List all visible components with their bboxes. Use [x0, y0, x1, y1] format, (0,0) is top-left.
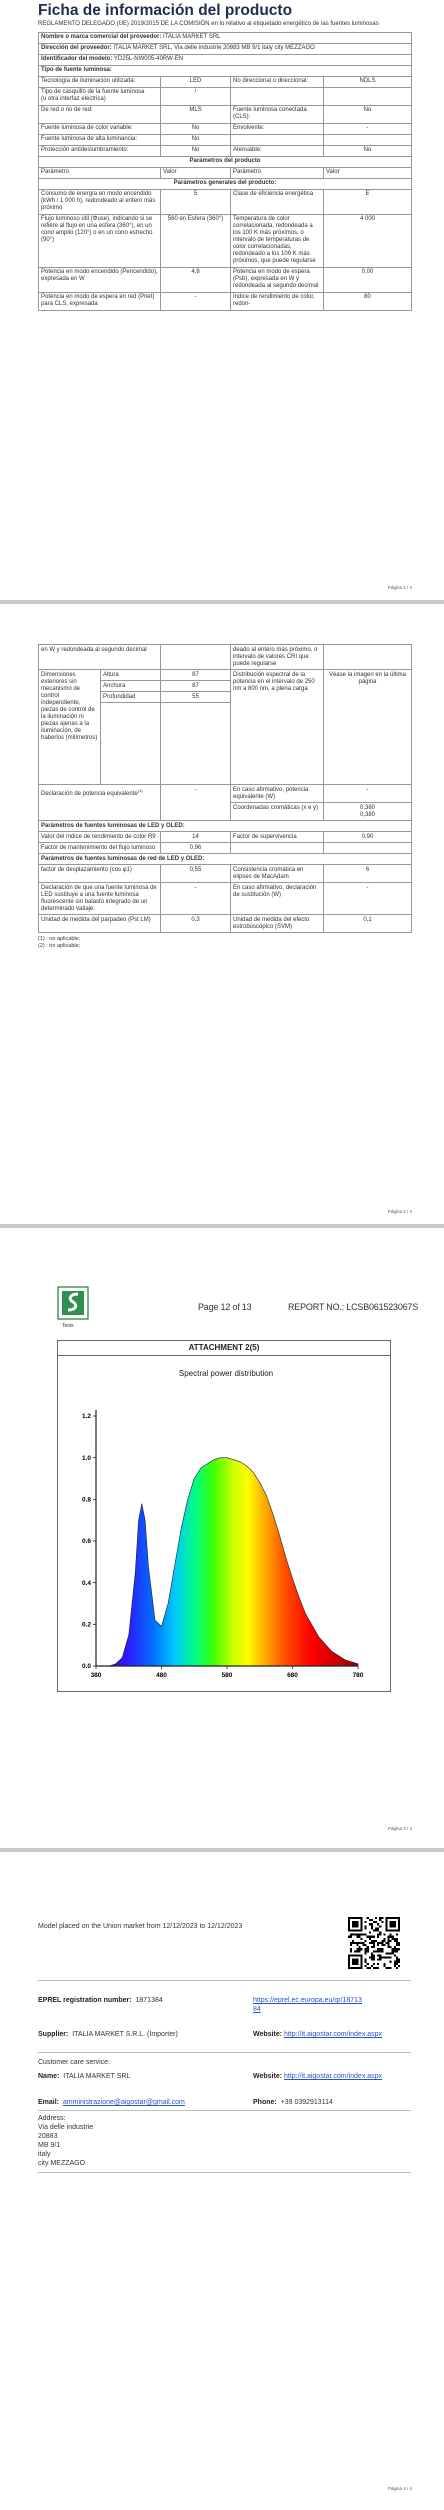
type-value: / [161, 87, 231, 105]
col-value-1: Valor [161, 167, 231, 178]
care-website-row: Website: http://it.aigostar.com/index.aspx [253, 2073, 383, 2080]
general-value-2: E [324, 189, 412, 214]
mains-param-2: Consistencia cromática en elipses de MacAdam [231, 865, 324, 883]
general-value: - [161, 292, 231, 310]
general-param-2: Temperatura de color correlacionada, redondeada a los 100 K más próximos, o intervalo de temperaturas de color correlacionadas, redondeado a los 100 K más próximos, que puede regularse [231, 214, 324, 267]
chroma-value: 0,380 0,380 [324, 803, 412, 821]
type-value-2: No [324, 105, 412, 123]
spd-value: Véase la imagen en la última página [324, 670, 412, 785]
footnotes [38, 936, 411, 950]
general-param: Flujo luminoso útil (Φuse), indicando si se refiere al flujo en una esfera (360°), en un cono amplio (120°) o en un cono estrecho (90°) [39, 214, 161, 267]
general-param: Potencia en modo encendido (Pencendido), expresada en W [39, 267, 161, 292]
mains-param-2: Unidad de medida del efecto estroboscópico (SVM) [231, 915, 324, 933]
mains-param: Unidad de medida del parpadeo (Pst LM) [39, 915, 161, 933]
x-tick-label: 480 [156, 1672, 167, 1679]
spectrum-chart-box [57, 1356, 391, 1692]
care-address-label: Address: [38, 2115, 66, 2122]
type-value: No [161, 123, 231, 134]
care-email-row: Email: amministrazione@aigostar@gmail.com [38, 2099, 185, 2106]
equiv-power-label: Declaración de potencia equivalente$^{(1)}$ [39, 785, 161, 821]
supplier-website-row: Website: http://it.aigostar.com/index.aspx [253, 2031, 383, 2038]
general-param-2: Potencia en modo de espera (Psb), expresada en W y redondeada al segundo decimal [231, 267, 324, 292]
x-tick-label: 680 [287, 1672, 298, 1679]
general-row [39, 292, 412, 310]
mains-value: 0,3 [161, 915, 231, 933]
supplier-row: Supplier: ITALIA MARKET S.R.L. (Importer) [38, 2031, 178, 2038]
svg-text:Tests: Tests [62, 1323, 74, 1329]
eprel-row: EPREL registration number: 1871384 [38, 1997, 163, 2004]
led-row [39, 843, 412, 854]
general-param-2: Índice de rendimiento de color, redon- [231, 292, 324, 310]
led-header: Parámetros de fuentes luminosas de LED y OLED: [39, 821, 412, 832]
spectrum-chart [58, 1356, 390, 1692]
params-header: Parámetros del producto [39, 156, 412, 167]
dim-depth-label: Profundidad [101, 692, 161, 703]
led-value-2 [324, 843, 412, 854]
brand-row: Nombre o marca comercial del proveedor: ITALIA MARKET SRL [39, 32, 412, 43]
attachment-title: ATTACHMENT 2(5) [57, 1340, 391, 1356]
dim-depth-value: 55 [161, 692, 231, 703]
params-table-cont [38, 644, 412, 933]
col-param-2: Parámetro [231, 167, 324, 178]
spectrum-area [96, 1458, 358, 1666]
led-value: 14 [161, 832, 231, 843]
type-value: MLS [161, 105, 231, 123]
care-phone-row: Phone: +39 0392913114 [253, 2099, 333, 2106]
mains-param-2: En caso afirmativo, declaración de sustitución (W) [231, 883, 324, 915]
page-footer-3: Página 3 / 4 [387, 1826, 412, 1831]
mains-param: Declaración de que una fuente luminosa de LED sustituye a una fuente luminosa fluorescente sin balasto integrado de un determinado vatiaje. [39, 883, 161, 915]
footnote-1: (1) : no aplicable; [38, 936, 81, 942]
type-param-2 [231, 134, 324, 145]
type-value: No [161, 145, 231, 156]
care-name-row: Name: ITALIA MARKET SRL [38, 2073, 131, 2080]
supplier-table [38, 32, 412, 311]
page-1 [0, 0, 444, 600]
type-value: LED [161, 76, 231, 87]
chroma-label: Coordenadas cromáticas (x e y) [231, 803, 324, 821]
type-param: Fuente luminosa de color variable: [39, 123, 161, 134]
sheet-title: Ficha de información del producto [38, 2, 293, 19]
cri-cont: deado al entero más próximo, o intervalo de valores CRI que puede regularse [231, 645, 324, 670]
type-row [39, 105, 412, 123]
report-number: REPORT NO.: LCSB061523067S [288, 1302, 419, 1312]
y-tick-label: 0.6 [81, 1538, 91, 1546]
col-value-2: Valor [324, 167, 412, 178]
chart-title: Spectral power distribution [178, 1369, 274, 1378]
type-header: Tipo de fuente luminosa: [39, 65, 412, 76]
type-param-2: Fuente luminosa conectada (CLS): [231, 105, 324, 123]
dim-width-value: 87 [161, 681, 231, 692]
led-value: 0,96 [161, 843, 231, 854]
general-value-2: 0,00 [324, 267, 412, 292]
spd-label: Distribución espectral de la potencia en el intervalo de 250 nm a 800 nm, a plena carga [231, 670, 324, 785]
general-row [39, 267, 412, 292]
dim-height-label: Altura [101, 670, 161, 681]
type-row [39, 145, 412, 156]
general-value: 5 [161, 189, 231, 214]
x-tick-label: 780 [352, 1672, 364, 1679]
type-row [39, 87, 412, 105]
y-tick-label: 0.0 [81, 1663, 91, 1671]
qr-code-icon[interactable] [348, 1917, 400, 1969]
led-param-2: Factor de supervivencia [231, 832, 324, 843]
mains-param: factor de desplazamiento (cos φ1) [39, 865, 161, 883]
standby-net-cont: en W y redondeada al segundo decimal [39, 645, 161, 670]
page-footer: Página 2 / 4 [387, 1209, 412, 1214]
general-param: Potencia en modo de espera en red (Pnet) para CLS, expresada [39, 292, 161, 310]
market-text: Model placed on the Union market from 12/12/2023 to 12/12/2023 [38, 1923, 243, 1930]
led-param: Valor del índice de rendimiento de color R9 [39, 832, 161, 843]
y-tick-label: 1.2 [81, 1413, 91, 1421]
general-param-2: Clase de eficiencia energética [231, 189, 324, 214]
mains-row [39, 883, 412, 915]
mains-value-2: 6 [324, 865, 412, 883]
type-param: Tecnología de iluminación utilizada: [39, 76, 161, 87]
page-footer: Página 1 / 4 [387, 585, 412, 590]
regulation-text: REGLAMENTO DELEGADO (UE) 2019/2015 DE LA COMISIÓN en lo relativo al etiquetado energético de las fuentes luminosas [38, 21, 379, 27]
led-value-2: 0,90 [324, 832, 412, 843]
type-param: De red o no de red: [39, 105, 161, 123]
equiv-power-value: - [161, 785, 231, 821]
type-value-2 [324, 87, 412, 105]
x-tick-label: 380 [90, 1672, 102, 1679]
type-row [39, 76, 412, 87]
care-website-link[interactable]: http://it.aigostar.com/index.aspx [284, 2073, 383, 2080]
customer-care-header: Customer care service: [38, 2059, 110, 2066]
care-email-link[interactable]: amministrazione@aigostar@gmail.com [62, 2099, 185, 2106]
type-param-2: Atenuable: [231, 145, 324, 156]
standby-net-value [161, 645, 231, 670]
general-row [39, 189, 412, 214]
type-param: Tipo de casquillo de la fuente luminosa (u otra interfaz eléctrica) [39, 87, 161, 105]
general-row [39, 214, 412, 267]
mains-value: - [161, 883, 231, 915]
mains-value: 0,55 [161, 865, 231, 883]
type-param-2: Envolvente: [231, 123, 324, 134]
led-param-2 [231, 843, 324, 854]
type-value-2: NDLS [324, 76, 412, 87]
cri-value [324, 645, 412, 670]
general-value: 560 en Esfera (360°) [161, 214, 231, 267]
lab-logo [56, 1285, 92, 1329]
general-param: Consumo de energía en modo encendido (kWh / 1 000 h), redondeado al entero más próximo [39, 189, 161, 214]
care-address: Via delle industrie 20883 MB 9/1 italy city MEZZAGO [38, 2124, 94, 2167]
mains-value-2: - [324, 883, 412, 915]
type-value: No [161, 134, 231, 145]
type-param-2 [231, 87, 324, 105]
y-tick-label: 0.2 [81, 1621, 91, 1629]
type-row [39, 123, 412, 134]
dim-height-value: 87 [161, 670, 231, 681]
supplier-website-link[interactable]: http://it.aigostar.com/index.aspx [284, 2031, 383, 2038]
general-value: 4,8 [161, 267, 231, 292]
mains-row [39, 865, 412, 883]
led-param: Factor de mantenimiento del flujo luminoso [39, 843, 161, 854]
y-tick-label: 1.0 [81, 1454, 91, 1462]
page-2 [0, 604, 444, 1224]
general-header: Parámetros generales del producto: [39, 178, 412, 189]
page-number-label: Page 12 of 13 [198, 1302, 252, 1312]
col-param-1: Parámetro [39, 167, 161, 178]
type-value-2 [324, 134, 412, 145]
led-row [39, 832, 412, 843]
y-tick-label: 0.8 [81, 1496, 91, 1504]
type-param: Fuente luminosa de alta luminancia: [39, 134, 161, 145]
mains-row [39, 915, 412, 933]
model-row: Identificador del modelo: YD25L-NW005-40RW-EN [39, 54, 412, 65]
type-value-2: - [324, 123, 412, 134]
footnote-2: (2) : no aplicable; [38, 943, 81, 949]
mains-header: Parámetros de fuentes luminosas de red de LED y OLED: [39, 854, 412, 865]
general-value-2: 4 000 [324, 214, 412, 267]
equiv-watt-value: - [324, 785, 412, 803]
type-row [39, 134, 412, 145]
type-value-2: No [324, 145, 412, 156]
general-value-2: 80 [324, 292, 412, 310]
mains-value-2: 0,1 [324, 915, 412, 933]
type-param: Protección antideslumbramiento: [39, 145, 161, 156]
x-tick-label: 580 [221, 1672, 233, 1679]
y-tick-label: 0.4 [81, 1579, 91, 1587]
equiv-watt-label: En caso afirmativo, potencia equivalente (W) [231, 785, 324, 803]
page-footer-4: Página 4 / 4 [387, 2486, 412, 2491]
dimensions-label: Dimensiones exteriores sin mecanismo de control independiente, piezas de control de la iluminación ni piezas ajenas a la iluminación, de haberlos (milímetros) [39, 670, 101, 785]
type-param-2: No direccional o direccional: [231, 76, 324, 87]
address-row: Dirección del proveedor: ITALIA MARKET SRL, Via delle industrie 20883 MB 9/1 italy city MEZZAGO [39, 43, 412, 54]
eprel-link[interactable]: https://eprel.ec.europa.eu/qr/1871384 [253, 1997, 362, 2013]
dim-width-label: Anchura [101, 681, 161, 692]
